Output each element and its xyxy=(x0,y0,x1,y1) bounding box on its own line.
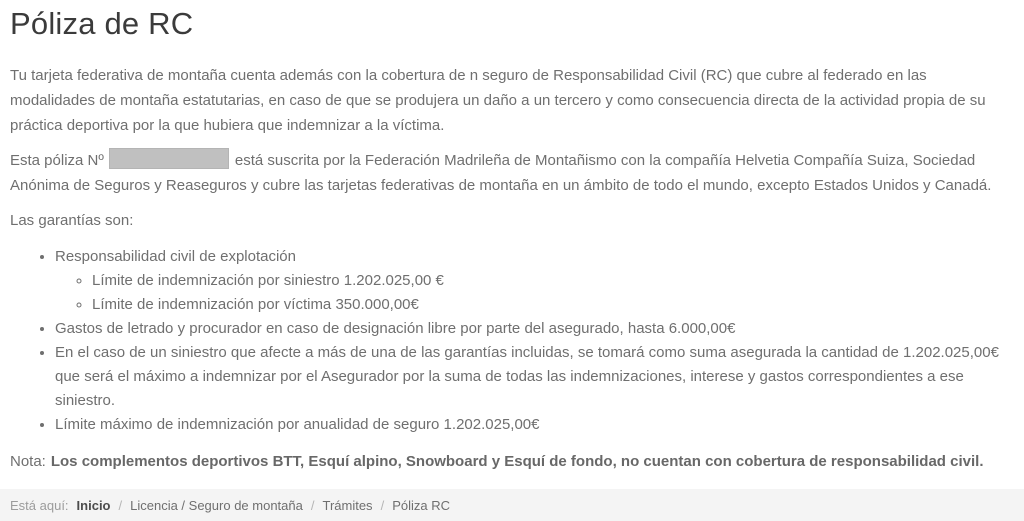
breadcrumb-item-poliza-rc: Póliza RC xyxy=(392,497,450,513)
guarantees-intro: Las garantías son: xyxy=(10,212,134,229)
list-item xyxy=(55,317,1012,341)
breadcrumb-item-inicio[interactable]: Inicio xyxy=(76,497,111,513)
article-content xyxy=(0,6,1024,474)
note-label: Nota: xyxy=(10,453,46,470)
guarantees-sublist xyxy=(55,269,1012,317)
policy-paragraph xyxy=(10,148,1012,198)
note-text: Los complementos deportivos BTT, Esquí alpino, Snowboard y Esquí de fondo, no cuentan con cobertura de responsabilidad civil. xyxy=(50,453,984,470)
guarantees-list xyxy=(10,245,1012,437)
note-paragraph xyxy=(10,449,1012,474)
breadcrumb-item-licencia-seguro[interactable]: Licencia / Seguro de montaña xyxy=(130,497,303,513)
breadcrumb-separator: / xyxy=(310,497,315,513)
breadcrumb-separator: / xyxy=(380,497,385,513)
breadcrumb-label: Está aquí: xyxy=(10,497,69,513)
intro-paragraph: Tu tarjeta federativa de montaña cuenta además con la cobertura de n seguro de Responsabilidad Civil (RC) que cubre al federado en las modalidades de montaña estatutarias, en caso de que se produjera un daño a un tercero y como consecuencia directa de la actividad propia de su práctica deportiva por la que hubiera que indemnizar a la víctima. xyxy=(10,67,986,134)
list-subitem xyxy=(92,269,1012,293)
policy-text-after: está suscrita por la Federación Madrileña de Montañismo con la compañía Helvetia Compañía Suiza, Sociedad Anónima de Seguros y Reaseguros y cubre las tarjetas federativas de montaña en un ámbito de todo el mundo, excepto Estados Unidos y Canadá. xyxy=(10,152,992,194)
list-item-text: En el caso de un siniestro que afecte a más de una de las garantías incluidas, se tomará como suma asegurada la cantidad de 1.202.025,00€ que será el máximo a indemnizar por el Asegurador por la suma de todas las indemnizaciones, interese y gastos correspondientes a ese siniestro. xyxy=(55,344,999,409)
list-subitem-text: Límite de indemnización por siniestro 1.202.025,00 € xyxy=(92,272,444,289)
list-item-text: Límite máximo de indemnización por anualidad de seguro 1.202.025,00€ xyxy=(55,416,540,433)
breadcrumb-item-tramites[interactable]: Trámites xyxy=(322,497,373,513)
list-item-text: Gastos de letrado y procurador en caso de designación libre por parte del asegurado, hasta 6.000,00€ xyxy=(55,320,736,337)
list-subitem xyxy=(92,293,1012,317)
list-item xyxy=(55,413,1012,437)
page xyxy=(0,6,1024,521)
list-item xyxy=(55,341,1012,413)
list-subitem-text: Límite de indemnización por víctima 350.000,00€ xyxy=(92,296,419,313)
list-item-text: Responsabilidad civil de explotación xyxy=(55,248,296,265)
policy-text-before: Esta póliza Nº xyxy=(10,152,104,169)
policy-number-redacted xyxy=(109,148,229,169)
list-item xyxy=(55,245,1012,317)
breadcrumb xyxy=(0,489,1024,521)
breadcrumb-separator: / xyxy=(118,497,123,513)
page-title: Póliza de RC xyxy=(10,6,194,41)
